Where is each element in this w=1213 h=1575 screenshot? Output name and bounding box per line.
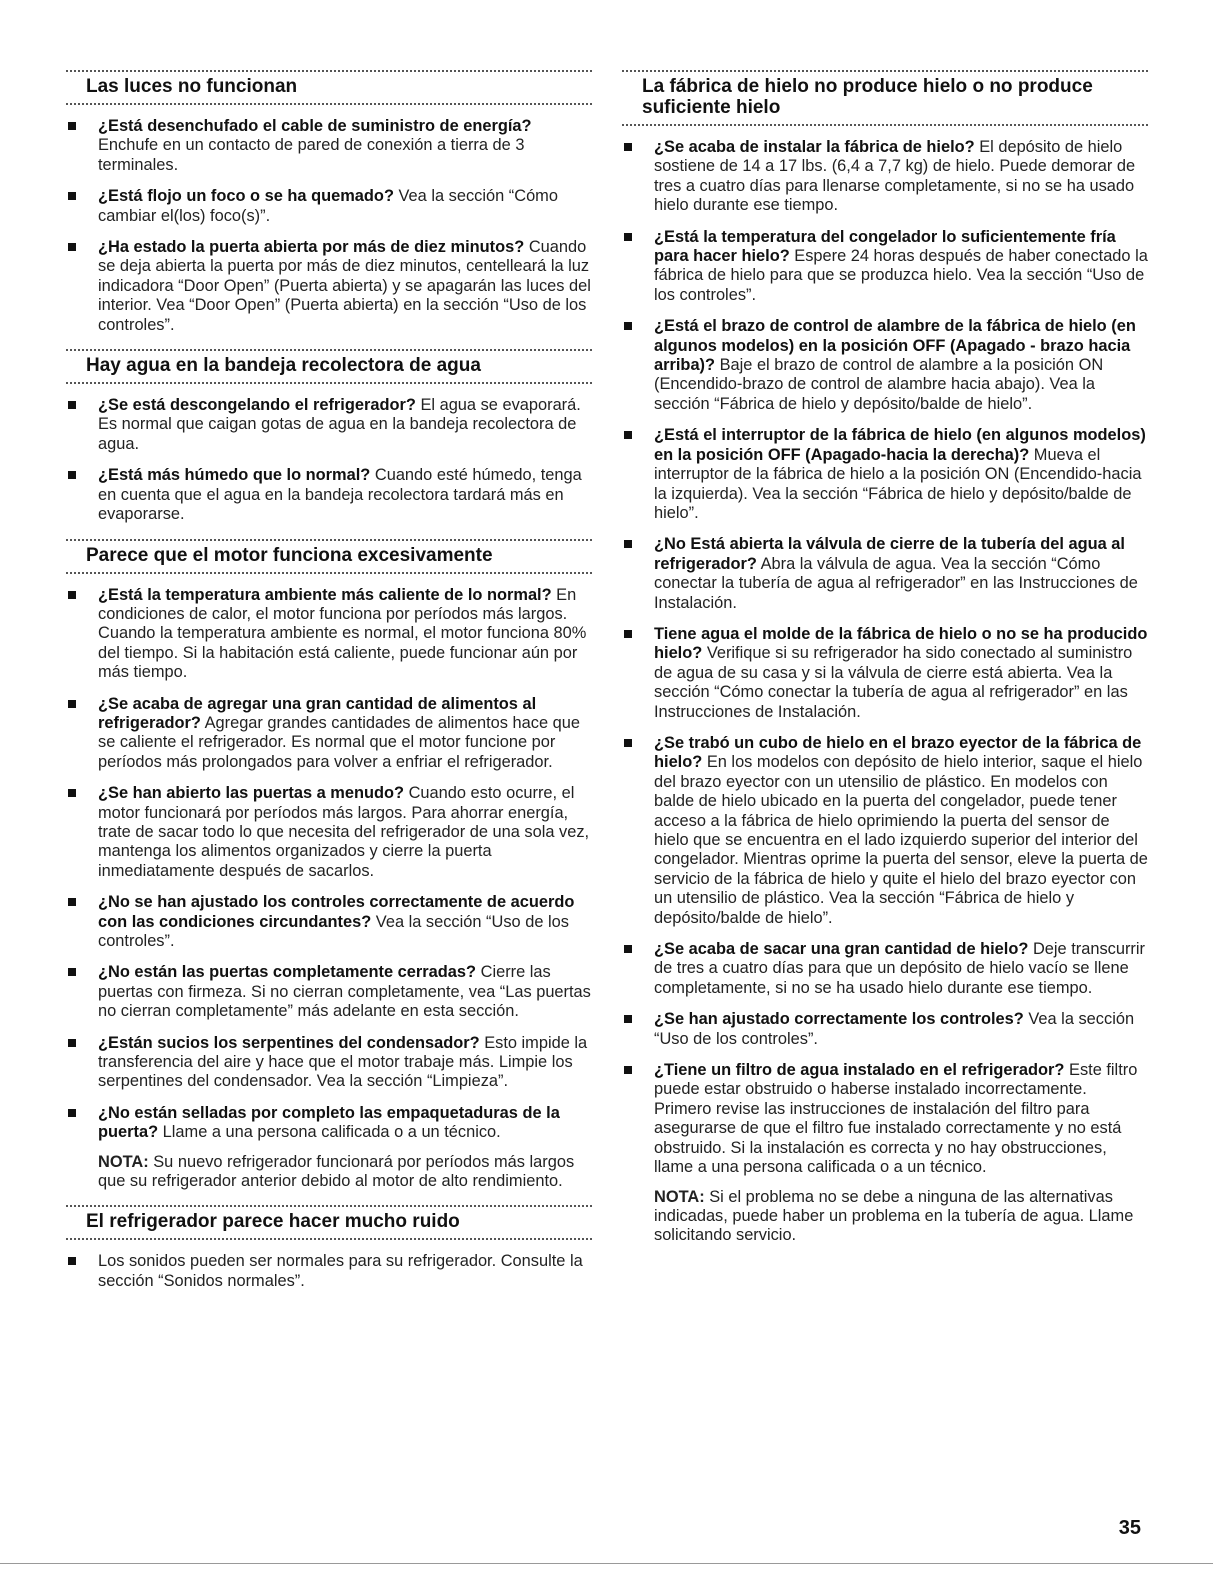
list-item [66,238,592,335]
item-list [66,396,592,524]
item-text [654,138,1148,216]
item-text [98,396,592,454]
list-item [66,117,592,175]
item-text [654,228,1148,306]
note-text: Su nuevo refrigerador funcionará por períodos más largos que su refrigerador anterior debido al motor de alto rendimiento. [98,1152,575,1191]
item-text [98,117,592,175]
troubleshooting-section [66,70,592,335]
item-answer: El agua se evaporará. Es normal que caigan gotas de agua en la bandeja recolectora de agua. [98,396,581,453]
item-text [654,940,1148,998]
item-answer: Cierre las puertas con firmeza. Si no cierran completamente, vea “Las puertas no cierran completamente” más adelante en esta sección. [98,963,591,1021]
dotted-rule [66,572,592,574]
section-title: Las luces no funcionan [86,76,298,97]
item-list [66,117,592,335]
dotted-rule [66,70,592,72]
list-item [622,940,1148,998]
item-text [98,963,592,1021]
square-bullet-icon [624,143,632,151]
square-bullet-icon [624,1015,632,1023]
item-question: ¿Está el interruptor de la fábrica de hielo (en algunos modelos) en la posición OFF (Apagado-hacia la derecha)? [654,426,1146,464]
item-question: ¿Ha estado la puerta abierta por más de diez minutos? [98,238,525,257]
list-item [622,1010,1148,1049]
dotted-rule [66,382,592,384]
square-bullet-icon [624,630,632,638]
item-answer: En condiciones de calor, el motor funciona por períodos más largos. Cuando la temperatura ambiente es normal, el motor funciona 80% del tiempo. Si la habitación está caliente, puede funcionar aún por más tiempo. [98,585,587,682]
square-bullet-icon [68,898,76,906]
square-bullet-icon [68,1257,76,1265]
item-text [98,784,592,881]
item-answer: Verifique si su refrigerador ha sido conectado al suministro de agua de su casa y si la válvula de cierre está abierta. Vea la sección “Cómo conectar la tubería de agua al refrigerador” en las Instrucciones de Instalación. [654,644,1133,721]
item-answer: Espere 24 horas después de haber conectado la fábrica de hielo para que se produzca hielo. Vea la sección “Uso de los controles”. [654,247,1148,304]
item-question: ¿Está flojo un foco o se ha quemado? [98,187,394,206]
dotted-rule [66,539,592,541]
square-bullet-icon [68,789,76,797]
square-bullet-icon [624,540,632,548]
item-text [98,586,592,683]
square-bullet-icon [68,700,76,708]
list-item [66,1252,592,1291]
dotted-rule [66,349,592,351]
item-question: ¿Tiene un filtro de agua instalado en el refrigerador? [654,1061,1065,1080]
list-item [622,138,1148,216]
item-question: ¿No Está abierta la válvula de cierre de la tubería del agua al refrigerador? [654,535,1125,573]
item-list [66,1252,592,1291]
square-bullet-icon [68,471,76,479]
square-bullet-icon [624,945,632,953]
section-title: Hay agua en la bandeja recolectora de agua [86,355,481,377]
list-item [622,535,1148,613]
dotted-rule [66,1238,592,1240]
item-answer: Este filtro puede estar obstruido o haberse instalado incorrectamente. Primero revise las instrucciones de instalación del filtro para asegurarse de que el filtro fue instalado correctamente y no está obstruido. Si la instalación es correcta y no hay obstrucciones, llame a una persona calificada o a un técnico. [654,1061,1138,1177]
item-question: ¿No se han ajustado los controles correctamente de acuerdo con las condiciones circundantes? [98,893,575,931]
item-answer: Abra la válvula de agua. Vea la sección “Cómo conectar la tubería de agua al refrigerador” en las Instrucciones de Instalación. [654,554,1138,612]
item-question: ¿Está desenchufado el cable de suministro de energía? [98,117,532,135]
section-title: Parece que el motor funciona excesivamente [86,544,493,566]
item-question: ¿Se han abierto las puertas a menudo? [98,784,405,803]
note-text: Si el problema no se debe a ninguna de las alternativas indicadas, puede haber un problema en la tubería de agua. Llame solicitando servicio. [654,1187,1134,1245]
item-text [98,1104,592,1143]
item-answer: Cuando esté húmedo, tenga en cuenta que el agua en la bandeja recolectora tardará más en evaporarse. [98,466,582,524]
list-item [66,396,592,454]
item-text [654,625,1148,722]
item-question: Tiene agua el molde de la fábrica de hielo o no se ha producido hielo? [654,624,1148,663]
dotted-rule [622,70,1148,72]
item-question: ¿Se acaba de instalar la fábrica de hielo? [654,138,975,156]
list-item [622,1061,1148,1246]
item-question: ¿Se está descongelando el refrigerador? [98,396,416,415]
left-column [66,64,592,1305]
troubleshooting-section [622,70,1148,1246]
square-bullet-icon [68,401,76,409]
item-text [654,535,1148,613]
item-answer: Vea la sección “Cómo cambiar el(los) foco(s)”. [98,187,558,225]
item-question: ¿Están sucios los serpentines del condensador? [98,1033,480,1052]
section-title: La fábrica de hielo no produce hielo o no produce suficiente hielo [642,76,1093,118]
footer-rule [0,1563,1213,1564]
item-text [98,1252,592,1291]
item-question: ¿Se acaba de agregar una gran cantidad de alimentos al refrigerador? [98,694,537,732]
item-list [622,138,1148,1246]
item-answer: Esto impide la transferencia del aire y hace que el motor trabaje más. Limpie los serpentines del condensador. Vea la sección “Limpieza”. [98,1033,588,1091]
item-question: ¿Se acaba de sacar una gran cantidad de hielo? [654,940,1029,959]
square-bullet-icon [68,243,76,251]
item-text [98,238,592,335]
item-question: ¿No están selladas por completo las empaquetaduras de la puerta? [98,1103,560,1142]
right-column [622,64,1148,1260]
item-answer: Baje el brazo de control de alambre a la posición ON (Encendido-brazo de control de alambre hacia abajo). Vea la sección “Fábrica de hielo y depósito/balde de hielo”. [654,356,1104,413]
item-text [98,695,592,773]
item-text [654,426,1148,523]
section-title: El refrigerador parece hacer mucho ruido [86,1211,460,1233]
item-question: ¿Se trabó un cubo de hielo en el brazo eyector de la fábrica de hielo? [654,733,1142,772]
dotted-rule [622,124,1148,126]
square-bullet-icon [624,739,632,747]
item-answer: Deje transcurrir de tres a cuatro días para que un depósito de hielo vacío se llene completamente, si no se ha usado hielo durante ese tiempo. [654,940,1145,997]
square-bullet-icon [68,192,76,200]
item-question: ¿Está la temperatura del congelador lo suficientemente fría para hacer hielo? [654,227,1116,266]
item-question: ¿No están las puertas completamente cerradas? [98,963,477,982]
dotted-rule [66,1205,592,1207]
item-text [98,187,592,226]
item-answer: Cuando se deja abierta la puerta por más de diez minutos, centelleará la luz indicadora “Door Open” (Puerta abierta) y se apagarán las luces del interior. Vea “Door Open” (Puerta abierta) en la sección “Uso de los controles”. [98,238,591,334]
item-question: ¿Se han ajustado correctamente los controles? [654,1010,1024,1029]
item-list [66,586,592,1192]
square-bullet-icon [68,591,76,599]
list-item [622,317,1148,414]
item-text [98,466,592,524]
item-answer: Agregar grandes cantidades de alimentos hace que se caliente el refrigerador. Es normal que el motor funcione por períodos más prolongados para volver a enfriar el refrigerador. [98,713,580,771]
item-text [654,317,1148,414]
list-item [622,625,1148,722]
item-text [654,1010,1148,1049]
item-answer: Vea la sección “Uso de los controles”. [98,912,569,950]
item-question: ¿Está la temperatura ambiente más caliente de lo normal? [98,585,552,604]
square-bullet-icon [624,1066,632,1074]
list-item [66,784,592,881]
item-answer: Cuando esto ocurre, el motor funcionará por períodos más largos. Para ahorrar energía, trate de sacar todo lo que necesita del refrigerador de una sola vez, mantenga los alimentos organizados y cierre la puerta inmediatamente después de sacarlos. [98,784,590,880]
note-label: NOTA: [654,1187,705,1206]
list-item [622,228,1148,306]
square-bullet-icon [624,322,632,330]
troubleshooting-section [66,1205,592,1291]
square-bullet-icon [624,233,632,241]
item-text [654,734,1148,928]
troubleshooting-section [66,349,592,524]
list-item [66,893,592,951]
note [98,1153,592,1192]
item-answer: El depósito de hielo sostiene de 14 a 17 lbs. (6,4 a 7,7 kg) de hielo. Puede demorar de tres a cuatro días para llenarse completamente, si no se ha usado hielo durante ese tiempo. [654,138,1136,215]
item-answer: Mueva el interruptor de la fábrica de hielo a la posición ON (Encendido-hacia la izquierda). Vea la sección “Fábrica de hielo y depósito/balde de hielo”. [654,445,1142,522]
note [654,1188,1148,1246]
list-item [622,426,1148,523]
square-bullet-icon [624,431,632,439]
item-answer: En los modelos con depósito de hielo interior, saque el hielo del brazo eyector con un utensilio de plástico. En modelos con balde de hielo ubicado en la puerta del congelador, puede tener acceso a la fábrica de hielo oprimiendo la puerta del sensor de hielo que se encuentra en el lado izquierdo superior del interior del congelador. Mientras oprime la puerta del sensor, eleve la puerta de servicio de la fábrica de hielo y quite el hielo del brazo eyector con un utensilio de plástico. Vea la sección “Fábrica de hielo y depósito/balde de hielo”. [654,753,1148,927]
square-bullet-icon [68,1039,76,1047]
item-text [98,893,592,951]
list-item [66,963,592,1021]
square-bullet-icon [68,1109,76,1117]
item-question: ¿Está el brazo de control de alambre de la fábrica de hielo (en algunos modelos) en la posición OFF (Apagado - brazo hacia arriba)? [654,317,1136,375]
list-item [66,187,592,226]
troubleshooting-section [66,539,592,1192]
item-text [98,1034,592,1092]
dotted-rule [66,103,592,105]
list-item [66,586,592,683]
item-question: ¿Está más húmedo que lo normal? [98,466,371,485]
list-item [66,1104,592,1192]
list-item [66,695,592,773]
item-answer: Llame a una persona calificada o a un técnico. [158,1123,501,1142]
list-item [66,1034,592,1092]
note-label: NOTA: [98,1152,149,1171]
square-bullet-icon [68,968,76,976]
item-text [654,1061,1148,1177]
list-item [622,734,1148,928]
page-number: 35 [1118,1517,1141,1539]
item-answer: Los sonidos pueden ser normales para su refrigerador. Consulte la sección “Sonidos normales”. [98,1252,583,1290]
square-bullet-icon [68,122,76,130]
item-answer: Enchufe en un contacto de pared de conexión a tierra de 3 terminales. [98,136,525,174]
list-item [66,466,592,524]
item-answer: Vea la sección “Uso de los controles”. [654,1010,1135,1048]
